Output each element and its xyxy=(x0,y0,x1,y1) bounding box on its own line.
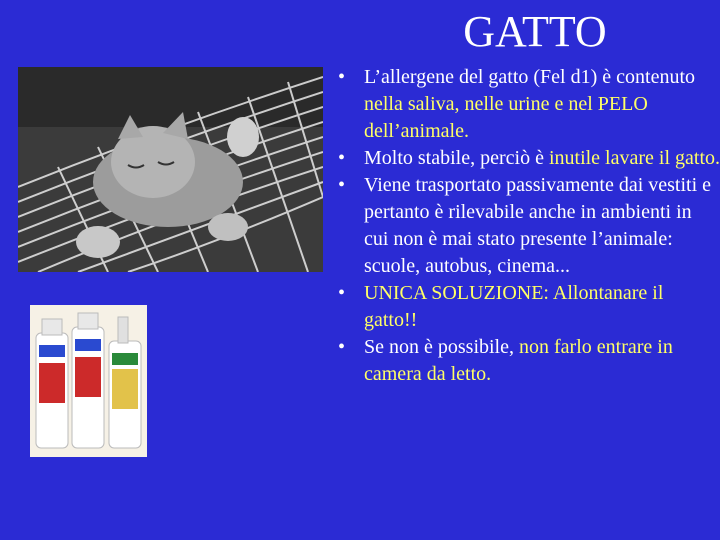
allergy-product-bottles-photo xyxy=(30,305,147,457)
bullet-text: Molto stabile, perciò è xyxy=(364,147,549,169)
bullet-item xyxy=(336,64,720,145)
bullet-dot: • xyxy=(338,147,346,169)
bullet-highlight: nella saliva, nelle urine e nel PELO dell’animale. xyxy=(364,93,648,142)
bullet-dot: • xyxy=(338,336,346,358)
bullet-item xyxy=(336,280,720,334)
bullet-text: Se non è possibile, xyxy=(364,336,519,358)
bullet-text: L’allergene del gatto (Fel d1) è contenuto xyxy=(364,66,696,88)
bullet-dot: • xyxy=(338,282,346,304)
bullet-item xyxy=(336,334,720,388)
kitten-in-hammock-photo xyxy=(18,67,323,272)
bullet-highlight: UNICA SOLUZIONE: Allontanare il gatto!! xyxy=(364,282,664,331)
bullet-item xyxy=(336,145,720,172)
slide-title: GATTO xyxy=(463,7,607,56)
bullet-dot: • xyxy=(338,174,346,196)
bullet-item xyxy=(336,172,720,280)
bullet-text: Viene trasportato passivamente dai vestiti e pertanto è rilevabile anche in ambienti in cui non è mai stato presente l’animale: scuole, autobus, cinema... xyxy=(364,174,712,277)
bullet-dot: • xyxy=(338,66,346,88)
bullet-list xyxy=(336,64,720,388)
bullet-highlight: non farlo entrare in camera da letto. xyxy=(364,336,673,385)
bullet-highlight: inutile lavare il gatto. xyxy=(548,147,720,169)
